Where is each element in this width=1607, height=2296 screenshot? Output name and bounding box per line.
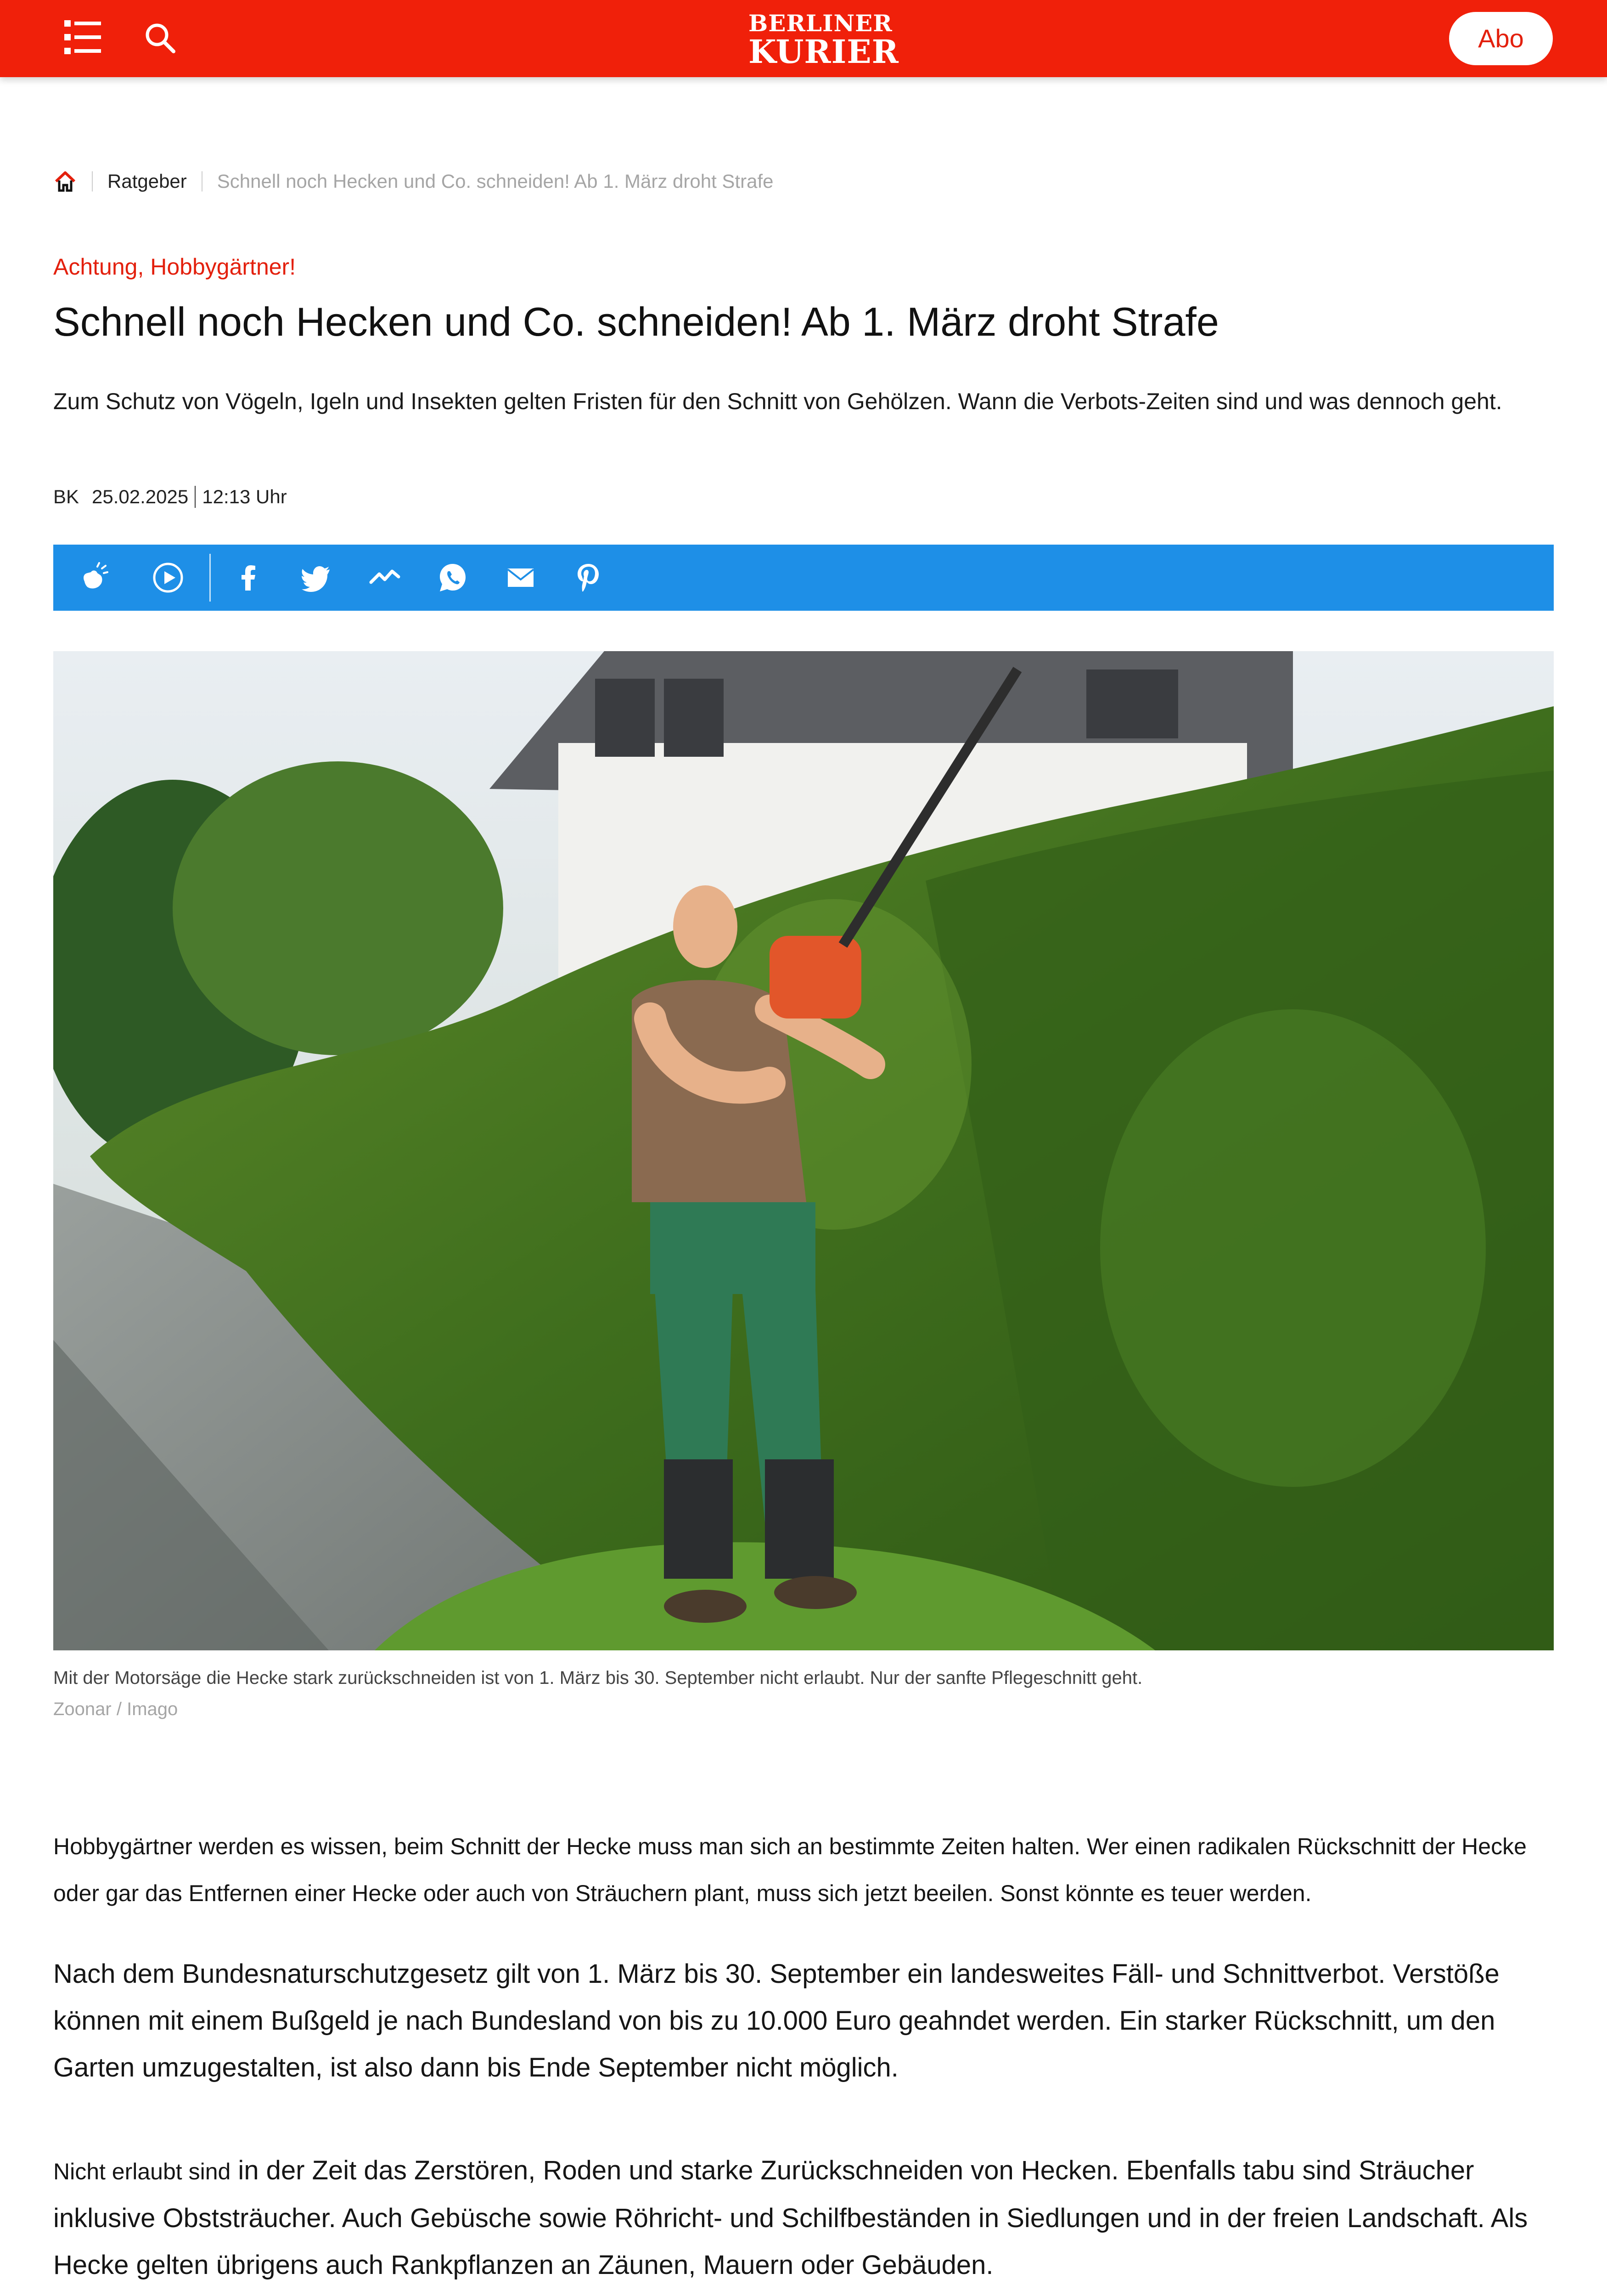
logo-line-2: KURIER [748,33,899,71]
home-icon[interactable] [53,169,77,193]
play-icon[interactable] [152,561,185,594]
mail-icon[interactable] [504,561,537,594]
facebook-icon[interactable] [232,561,265,594]
paragraph-lead: Nicht erlaubt sind [53,2159,231,2184]
image-caption: Mit der Motorsäge die Hecke stark zurückschneiden ist von 1. März bis 30. September nicht erlaubt. Nur der sanfte Pflegeschnitt geht. [53,1668,1143,1688]
body-paragraph-2: Nach dem Bundesnaturschutzgesetz gilt von 1. März bis 30. September ein landesweites Fäll- und Schnittverbot. Verstöße können mit einem Bußgeld je nach Bundesland von bis zu 10.000 Euro geahndet werden. Ein starker Rückschnitt, um den Garten umzugestalten, ist also dann bis Ende September nicht möglich. [53,1959,1500,2082]
body-paragraph-1: Hobbygärtner werden es wissen, beim Schnitt der Hecke muss man sich an bestimmte Zeiten halten. Wer einen radikalen Rückschnitt der Hecke oder gar das Entfernen einer Hecke oder auch von Sträuchern plant, muss sich jetzt beeilen. Sonst könnte es teuer werden. [53,1834,1527,1906]
menu-icon[interactable] [64,18,101,57]
body-paragraph-3 [53,2147,1564,2289]
brand-logo[interactable] [748,8,899,71]
meta-divider [195,486,196,508]
messenger-icon[interactable] [368,561,401,594]
paragraph-rest: in der Zeit das Zerstören, Roden und starke Zurückschneiden von Hecken. Ebenfalls tabu sind Sträucher inklusive Obststräucher. Auch Gebüsche sowie Röhricht- und Schilfbeständen in Siedlungen und in der freien Landschaft. Als Hecke gelten übrigens auch Rankpflanzen an Zäunen, Mauern oder Gebäuden. [53,2155,1528,2280]
logo-line-1: BERLINER [748,10,893,37]
breadcrumb-current: Schnell noch Hecken und Co. schneiden! Ab 1. März droht Strafe [217,170,774,192]
article-time: 12:13 Uhr [202,486,287,507]
clap-icon[interactable] [77,561,110,594]
search-icon[interactable] [144,22,176,54]
twitter-icon[interactable] [300,561,333,594]
whatsapp-icon[interactable] [436,561,469,594]
share-divider [209,554,211,602]
article-date: 25.02.2025 [92,486,189,507]
pinterest-icon[interactable] [572,561,605,594]
breadcrumb [53,165,774,197]
breadcrumb-divider [92,171,93,191]
article-meta [53,486,287,508]
article-kicker: Achtung, Hobbygärtner! [53,254,296,280]
article-author: BK [53,486,79,507]
top-header [0,0,1607,77]
article-teaser: Zum Schutz von Vögeln, Igeln und Insekten gelten Fristen für den Schnitt von Gehölzen. Wann die Verbots-Zeiten sind und was dennoch geht. [53,388,1502,414]
image-credit: Zoonar / Imago [53,1699,178,1719]
breadcrumb-section-link[interactable]: Ratgeber [107,170,187,192]
share-bar [53,545,1554,611]
article-title: Schnell noch Hecken und Co. schneiden! Ab 1. März droht Strafe [53,299,1219,344]
abo-button[interactable]: Abo [1449,12,1553,65]
article-image [53,651,1554,1650]
